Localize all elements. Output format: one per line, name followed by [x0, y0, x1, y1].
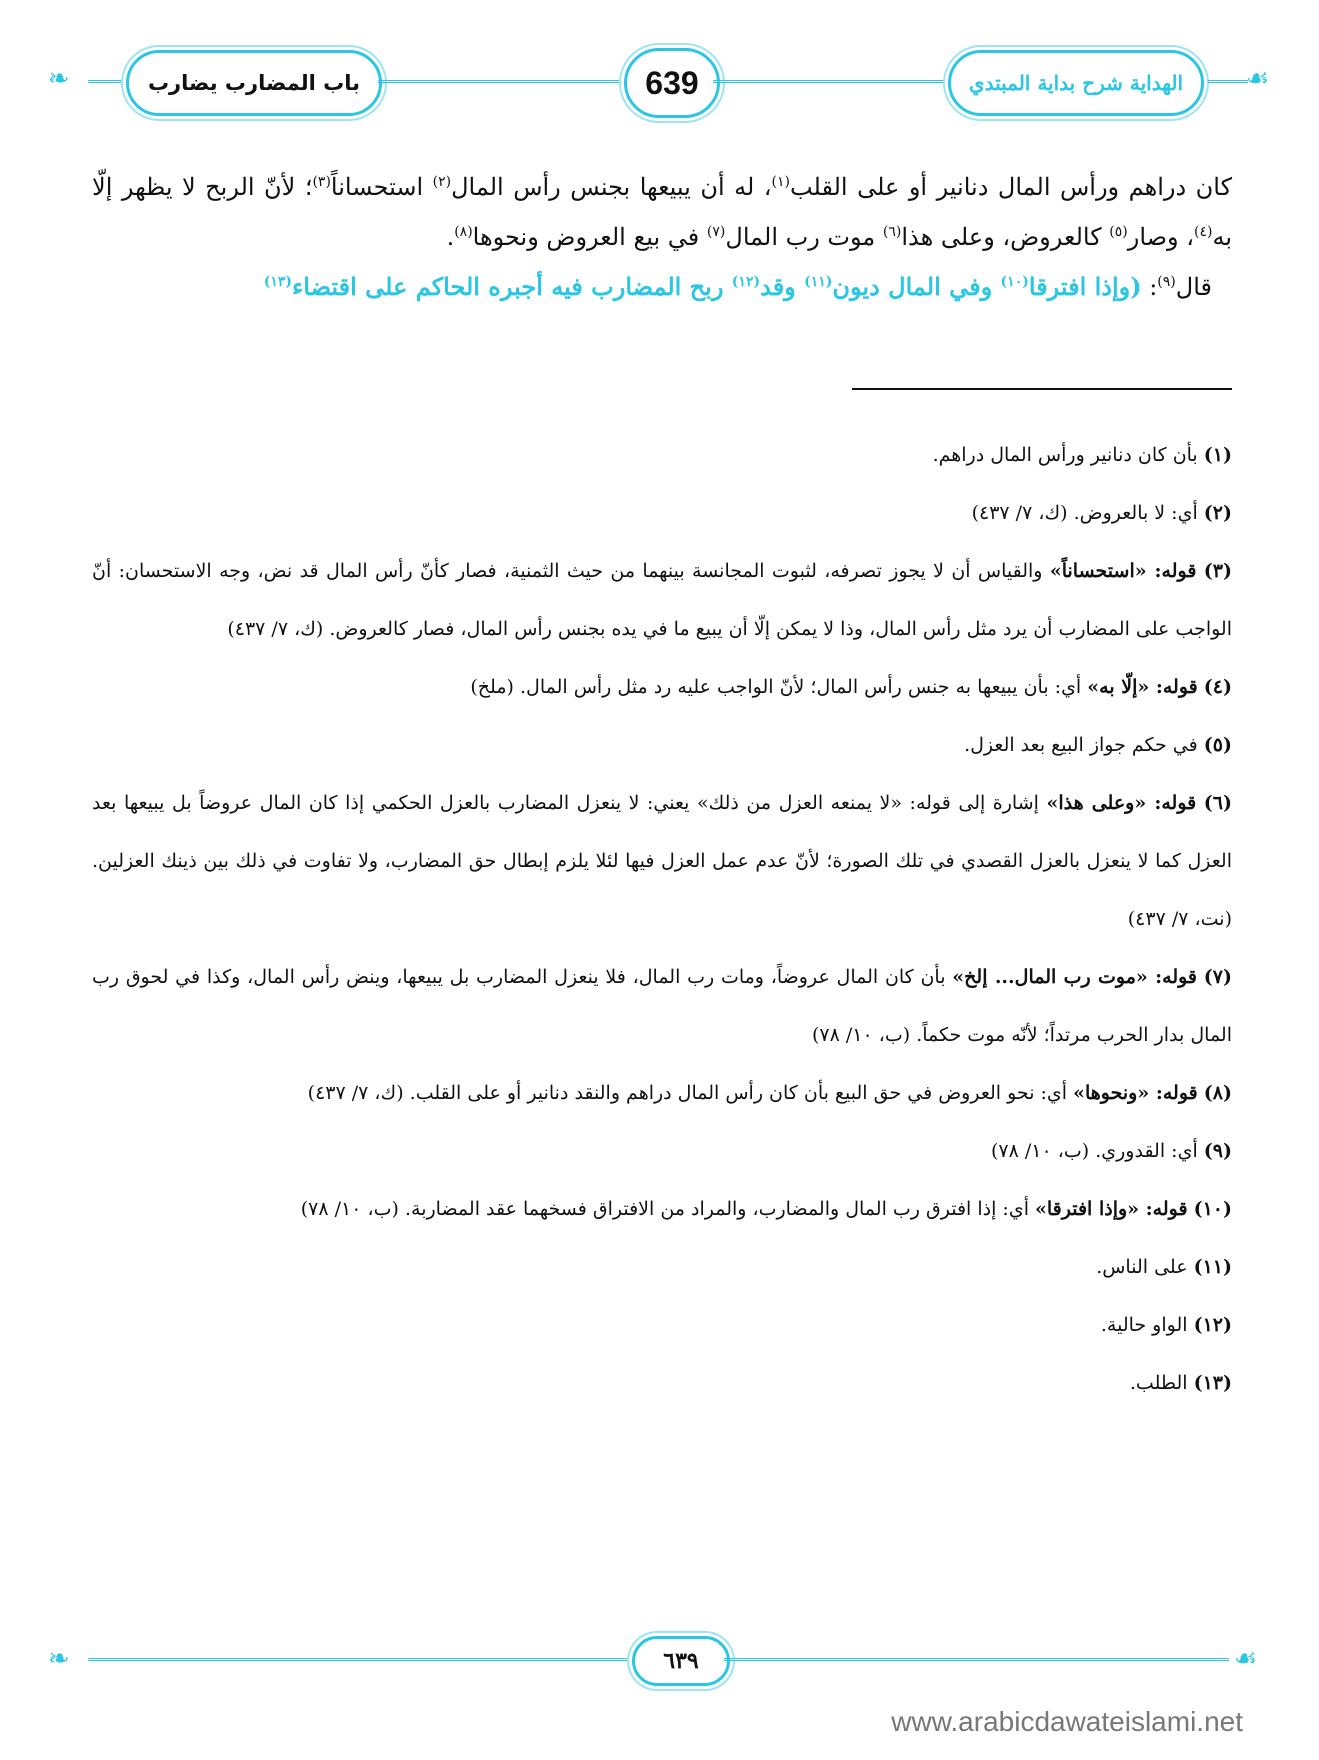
ornament-left-icon: ❧ — [48, 1644, 70, 1674]
footnotes — [92, 426, 1232, 1412]
footer-page-number-frame — [632, 1636, 730, 1686]
matn-quote: (وإذا افترقا$^{(١٠)}$ وفي المال ديون$^{(١١)}$ وقد$^{(١٢)}$ ربح المضارب فيه أجبره الحاكم على اقتضاء$^{(١٣)}$ — [263, 272, 1142, 301]
footnote: (٤) قوله: «إلّا به» أي: بأن يبيعها به جنس رأس المال؛ لأنّ الواجب عليه رد مثل رأس المال. (ملخ) — [470, 676, 1232, 698]
footnote: (١٣) الطلب. — [1129, 1372, 1232, 1394]
footnote: (٩) أي: القدوري. (ب، ١٠/ ٧٨) — [990, 1140, 1232, 1162]
book-title: الهداية شرح بداية المبتدي — [968, 71, 1184, 95]
footnote-divider — [852, 388, 1232, 390]
ornament-left-icon: ❧ — [48, 64, 70, 94]
main-paragraph: كان دراهم ورأس المال دنانير أو على القلب$^{(١)}$، له أن يبيعها بجنس رأس المال$^{(٢)}$ استحساناً$^{(٣)}$؛ لأنّ الربح لا يظهر إلّا به$^{(٤)}$، وصار$^{(٥)}$ كالعروض، وعلى هذا$^{(٦)}$ موت رب المال$^{(٧)}$ في بيع العروض ونحوها$^{(٨)}$. — [92, 173, 1233, 251]
footnote: (٨) قوله: «ونحوها» أي: نحو العروض في حق البيع بأن كان رأس المال دراهم والنقد دنانير أو على القلب. (ك، ٧/ ٤٣٧) — [307, 1082, 1232, 1104]
book-title-frame — [948, 50, 1204, 116]
header-rule — [378, 80, 628, 83]
quote-paragraph: قال$^{(٩)}$: (وإذا افترقا$^{(١٠)}$ وفي المال ديون$^{(١١)}$ وقد$^{(١٢)}$ ربح المضارب فيه أجبره الحاكم على اقتضاء$^{(١٣)}$ — [263, 272, 1212, 301]
footnote: (٥) في حكم جواز البيع بعد العزل. — [964, 734, 1232, 756]
chapter-title-frame — [126, 50, 382, 116]
page-number-frame — [624, 48, 720, 118]
footnote: (٧) قوله: «موت رب المال... إلخ» بأن كان المال عروضاً، ومات رب المال، فلا ينعزل المضارب بل يبيعها، وينض رأس المال، وكذا في لحوق رب المال بدار الحرب مرتداً؛ لأنّه موت حكماً. (ب، ١٠/ ٧٨) — [92, 966, 1232, 1046]
page-footer — [48, 1634, 1271, 1684]
footer-rule — [88, 1658, 633, 1661]
ornament-right-icon: ☙ — [1234, 1644, 1258, 1674]
footnote: (٢) أي: لا بالعروض. (ك، ٧/ ٤٣٧) — [971, 502, 1232, 524]
footnote: (١) بأن كان دنانير ورأس المال دراهم. — [932, 444, 1232, 466]
footnote: (١٠) قوله: «وإذا افترقا» أي: إذا افترق رب المال والمضارب، والمراد من الافتراق فسخهما عقد المضاربة. (ب، ١٠/ ٧٨) — [300, 1198, 1232, 1220]
footer-rule — [724, 1658, 1229, 1661]
watermark: www.arabicdawateislami.net — [891, 1706, 1243, 1737]
page-number: 639 — [645, 64, 699, 101]
footnote: (١١) على الناس. — [1096, 1256, 1232, 1278]
footer-page-number: ٦٣٩ — [663, 1648, 699, 1674]
chapter-title: باب المضارب يضارب — [147, 71, 361, 95]
header-rule — [1208, 80, 1248, 83]
page-header — [48, 44, 1271, 120]
ornament-right-icon: ☙ — [1246, 64, 1270, 94]
footnote: (٣) قوله: «استحساناً» والقياس أن لا يجوز تصرفه، لثبوت المجانسة بينهما من حيث الثمنية، فصار كأنّ رأس المال قد نض، وجه الاستحسان: أنّ الواجب على المضارب أن يرد مثل رأس المال، وذا لا يمكن إلّا أن يبيع ما في يده بجنس رأس المال، فصار كالعروض. (ك، ٧/ ٤٣٧) — [92, 560, 1232, 640]
main-text — [92, 162, 1232, 312]
footnote: (١٢) الواو حالية. — [1100, 1314, 1232, 1336]
footnote: (٦) قوله: «وعلى هذا» إشارة إلى قوله: «لا يمنعه العزل من ذلك» يعني: لا ينعزل المضارب بالعزل الحكمي إذا كان المال عروضاً بل يبيعها بعد العزل كما لا ينعزل بالعزل القصدي في تلك الصورة؛ لأنّ عدم عمل العزل فيها لئلا يلزم إبطال حق المضارب، ولا تفاوت في ذلك بين ذينك العزلين. (نت، ٧/ ٤٣٧) — [92, 792, 1232, 930]
